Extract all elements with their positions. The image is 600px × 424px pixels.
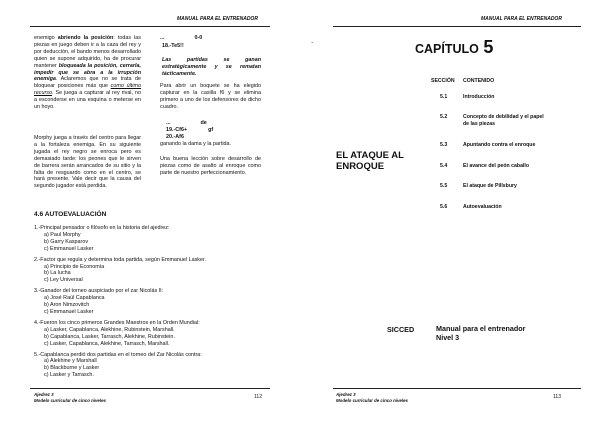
question-item xyxy=(34,352,274,380)
text-run: . Se juega a capturar al rey rival, no a esconderse en una esquina o meterse en un hoyo. xyxy=(34,90,141,111)
chapter-number: 5 xyxy=(483,37,494,57)
left-header-rule xyxy=(30,26,270,27)
moves-line-6: ganando la dama y la partida. xyxy=(160,141,232,147)
moves-line-2: 18.-Te5!! xyxy=(162,43,184,49)
underlined-run: como último recurso xyxy=(34,83,141,97)
left-col2-paragraph-3: Una buena lección sobre desarrollo de piezas como de asalto al enroque como parte de nuestro perfeccionamiento. xyxy=(160,156,261,176)
left-col1-paragraph-2: Morphy juega a través del centro para llegar a la fortaleza enemiga. En su siguiente jugada el rey negro se enroca pero es demasiado tarde: los peones que le sirven de barrera serán arrancados de su sitio y la falta de resguardo como en el centro, se hará presente. Vale decir que la causa del segundo jugador está perdida. xyxy=(34,135,141,190)
toc-header-content: CONTENIDO xyxy=(463,78,495,84)
question-option: b) Aron Nimzovitch xyxy=(44,302,90,309)
right-footer-line-1: Ajedrez 3 xyxy=(336,392,356,397)
moves-line-3: ... de xyxy=(166,120,207,126)
question-option: b) La lucha xyxy=(44,270,71,277)
moves-line-1: ... 0-0 xyxy=(160,35,203,41)
toc-entry[interactable]: Concepto de debilidad y el papel de las piezas xyxy=(463,114,544,127)
section-title-autoevaluacion: 4.6 AUTOEVALUACIÓN xyxy=(34,211,107,218)
chapter-heading xyxy=(415,37,493,58)
toc-number: 5.1 xyxy=(440,94,448,100)
bold-run: abriendo la posición xyxy=(57,35,114,41)
right-footer-line-2: Modelo curricular de cinco niveles xyxy=(336,398,408,403)
left-footer-line-1: Ajedrez 3 xyxy=(34,392,54,397)
toc-entry[interactable]: Autoevaluación xyxy=(463,204,502,210)
question-option: c) Ley Universal xyxy=(44,277,83,284)
right-page xyxy=(303,0,600,424)
right-page-header: MANUAL PARA EL ENTRENADOR xyxy=(481,16,562,22)
question-text: 1.-Principal pensador o filósofo en la historia del ajedrez: xyxy=(34,225,170,231)
question-item xyxy=(34,257,274,285)
toc-number: 5.6 xyxy=(440,204,448,210)
question-option: a) José Raúl Capablanca xyxy=(44,295,105,302)
manual-info-line-2: Nivel 3 xyxy=(436,332,460,342)
chapter-title-line-1: EL ATAQUE AL xyxy=(336,150,404,161)
game-comment: Las partidas se ganan estratégicamente y se rematan tácticamente. xyxy=(162,57,261,77)
toc-number: 5.4 xyxy=(440,163,448,169)
question-option: a) Lasker, Capablanca, Alekhine, Rubinstein, Marshall. xyxy=(44,326,175,333)
sicced-label: SICCED xyxy=(387,325,415,334)
chapter-title-line-2: ENROQUE xyxy=(336,161,385,172)
question-option: a) Principio de Economía xyxy=(44,263,105,270)
question-option: c) Lasker y Tarrasch. xyxy=(44,372,94,379)
toc-header-section: SECCIÓN xyxy=(431,78,455,84)
question-option: a) Paul Morphy xyxy=(44,231,81,238)
moves-line-4: 19.-Cf6+ gf xyxy=(166,127,214,133)
left-col2-paragraph: Para abrir un boquete se ha elegido capturar en la casilla f6 y se elimina primero a uno de los defensores de dicho cuadro. xyxy=(160,83,261,110)
toc-number: 5.2 xyxy=(440,114,448,120)
bold-italic-run: bloqueada la posición, cerrarla, impedir que se abra a la irrupción enemiga xyxy=(34,62,141,83)
toc-entry[interactable]: Introducción xyxy=(463,94,495,100)
question-option: b) Blackburne y Lasker xyxy=(44,365,100,372)
left-page xyxy=(0,0,297,424)
text-run: : todas las piezas en juego deben ir a la caza del rey y por deducción, el bando menos desarrollado quien se supone adquirido, ha de procurar mantener xyxy=(34,35,141,69)
left-col1-paragraph-1 xyxy=(34,35,141,111)
right-page-number: 113 xyxy=(553,394,561,400)
chapter-label: CAPÍTULO xyxy=(415,42,479,56)
question-option: b) Capablanca, Lasker, Tarrasch, Alekhine, Rubinstein. xyxy=(44,333,175,340)
left-page-header: MANUAL PARA EL ENTRENADOR xyxy=(177,16,258,22)
left-footer-rule xyxy=(30,388,270,389)
question-item xyxy=(34,320,274,348)
right-footer-rule xyxy=(333,388,581,389)
text-run: . Aclaremos que no se trata de bloquear posiciones más que xyxy=(34,76,141,90)
toc-entry[interactable]: El avance del peón caballo xyxy=(463,163,530,169)
chapter-title xyxy=(336,150,404,172)
manual-info xyxy=(436,325,525,342)
question-text: 3.-Ganador del torneo auspiciado por el zar Nicolás II: xyxy=(34,288,164,295)
toc-entry[interactable]: El ataque de Pillsbury xyxy=(463,183,517,189)
question-list xyxy=(34,225,274,379)
left-page-number: 112 xyxy=(254,394,262,400)
question-text: 4.-Fueron los cinco primeros Grandes Maestros en la Orden Mundial: xyxy=(34,319,200,326)
question-option: c) Lasker, Capablanca, Alekhine, Tarrasch, Marshall. xyxy=(44,340,170,347)
moves-line-5: 20.-Af6 xyxy=(166,134,184,140)
question-item xyxy=(34,288,274,316)
manual-info-line-1: Manual para el entrenador xyxy=(436,324,526,333)
text-run: enemigo xyxy=(34,35,58,41)
toc-number: 5.3 xyxy=(440,142,448,148)
question-option: c) Emmanuel Lasker xyxy=(44,308,94,315)
toc-entry[interactable]: Apuntando contra el enroque xyxy=(463,142,536,148)
question-text: 5.-Capablanca perdió dos partidas en el torneo del Zar Nicolás contra: xyxy=(34,351,202,358)
toc-number: 5.5 xyxy=(440,183,448,189)
left-footer-line-2: Modelo curricular de cinco niveles xyxy=(34,398,106,403)
stray-dot: . xyxy=(311,36,314,45)
right-header-rule xyxy=(333,26,581,27)
question-item xyxy=(34,225,274,253)
question-option: b) Garry Kasparov xyxy=(44,238,89,245)
question-option: c) Emmanuel Lasker xyxy=(44,245,94,252)
question-text: 2.-Factor que regula y determina toda partida, según Emmanuel Lasker. xyxy=(34,256,206,263)
question-option: a) Alekhine y Marshall xyxy=(44,358,97,365)
